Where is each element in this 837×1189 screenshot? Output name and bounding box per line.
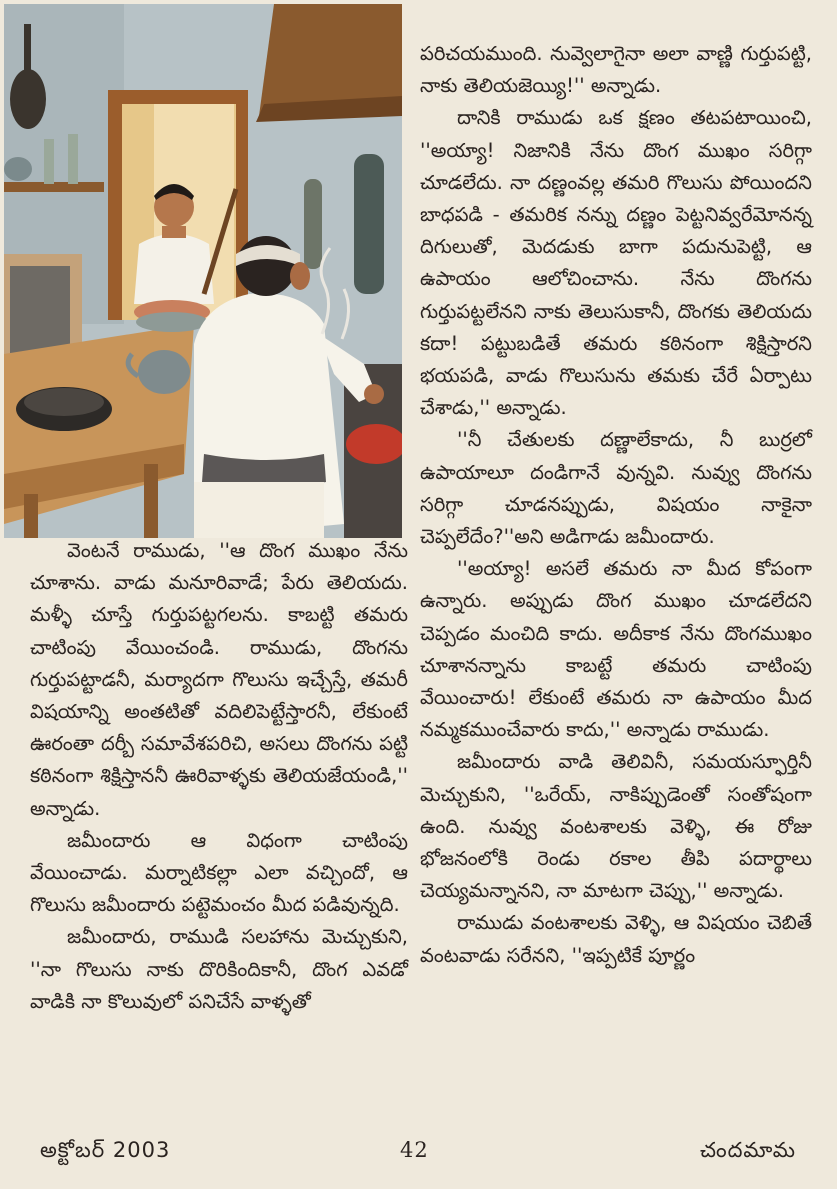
page-number: 42 (400, 1138, 429, 1162)
kitchen-scene-illustration (4, 4, 402, 538)
left-column-text (30, 535, 408, 1018)
paragraph: జమీందారు, రాముడి సలహాను మెచ్చుకుని, ''నా గొలుసు నాకు దొరికిందికానీ, దొంగ ఎవడో వాడికి నా కొలువులో పనిచేసే వాళ్ళతో (30, 925, 408, 1013)
magazine-name: చందమామ (700, 1138, 796, 1162)
paragraph: వెంటనే రాముడు, ''ఆ దొంగ ముఖం నేను చూశాను. వాడు మనూరివాడే; పేరు తెలియదు. మళ్ళీ చూస్తే గుర్తుపట్టగలను. కాబట్టి తమరు చాటింపు వేయించండి. రాముడు, దొంగను గుర్తుపట్టాడనీ, మర్యాదగా గొలుసు ఇచ్చేస్తే, తమరీ విషయాన్ని అంతటితో వదిలిపెట్టేస్తారనీ, లేకుంటే ఊరంతా దర్బీ సమావేశపరిచి, అసలు దొంగను పట్టి కఠినంగా శిక్షిస్తాననీ ఊరివాళ్ళకు తెలియజేయండి,'' అన్నాడు. (30, 539, 408, 820)
paragraph: పరిచయముంది. నువ్వెలాగైనా అలా వాణ్ణి గుర్తుపట్టి, నాకు తెలియజెయ్యి!'' అన్నాడు. (420, 42, 812, 98)
paragraph: రాముడు వంటశాలకు వెళ్ళి, ఆ విషయం చెబితే వంటవాడు సరేనని, ''ఇప్పటికే పూర్ణం (420, 911, 812, 967)
paragraph: జమీందారు ఆ విధంగా చాటింపు వేయించాడు. మర్నాటికల్లా ఎలా వచ్చిందో, ఆ గొలుసు జమీందారు పట్టెమంచం మీద పడివున్నది. (30, 828, 408, 917)
paragraph: ''నీ చేతులకు దణ్ణాలేకాదు, నీ బుర్రలో ఉపాయాలూ దండిగానే వున్నవి. నువ్వు దొంగను సరిగ్గా చూడనప్పుడు, విషయం నాకైనా చెప్పలేదేం?''అని అడిగాడు జమీందారు. (420, 428, 812, 549)
right-column-text (420, 38, 812, 972)
footer-date: అక్టోబర్ 2003 (40, 1138, 171, 1162)
paragraph: జమీందారు వాడి తెలివినీ, సమయస్ఫూర్తినీ మెచ్చుకుని, ''ఒరేయ్, నాకిప్పుడెంతో సంతోషంగా ఉంది. నువ్వు వంటశాలకు వెళ్ళి, ఈ రోజు భోజనంలోకి రెండు రకాల తీపి పదార్థాలు చెయ్యమన్నానని, నా మాటగా చెప్పు,'' అన్నాడు. (420, 750, 812, 903)
paragraph: ''అయ్యా! అసలే తమరు నా మీద కోపంగా ఉన్నారు. అప్పుడు దొంగ ముఖం చూడలేదని చెప్పడం మంచిది కాదు. అదీకాక నేను దొంగముఖం చూశానన్నాను కాబట్టే తమరు చాటింపు వేయించారు! లేకుంటే తమరు నా ఉపాయం మీద నమ్మకముంచేవారు కాదు,'' అన్నాడు రాముడు. (420, 557, 812, 742)
paragraph: దానికి రాముడు ఒక క్షణం తటపటాయించి, ''అయ్యా! నిజానికి నేను దొంగ ముఖం సరిగ్గా చూడలేదు. నా దణ్ణంవల్ల తమరి గొలుసు పోయిందని బాధపడి - తమరిక నన్ను దణ్ణం పెట్టనివ్వరేమోనన్న దిగులుతో, మెదడుకు బాగా పదునుపెట్టి, ఆ ఉపాయం ఆలోచించాను. నేను దొంగను గుర్తుపట్టలేనని నాకు తెలుసుకానీ, దొంగకు తెలియదు కదా! పట్టుబడితే తమరు కఠినంగా శిక్షిస్తారని భయపడి, వాడు గొలుసును తమకు చేరే ఏర్పాటు చేశాడు,'' అన్నాడు. (420, 106, 812, 420)
